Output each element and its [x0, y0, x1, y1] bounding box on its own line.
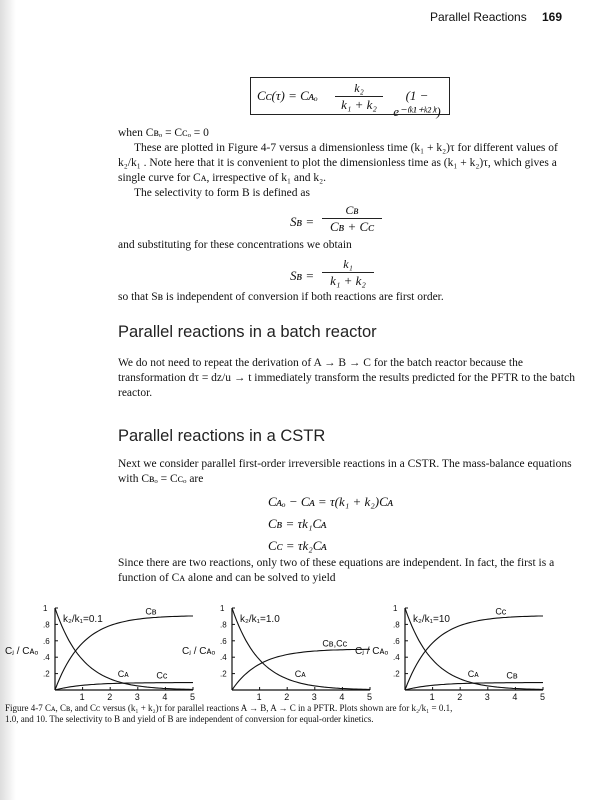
plot-ratio-10: [355, 604, 545, 700]
series-label: Cᴄ: [495, 606, 507, 617]
y-axis-label: Cⱼ / Cᴀₒ: [5, 646, 39, 657]
x-tick-label: 1: [429, 692, 435, 700]
series-label: Cᴀ: [294, 668, 306, 679]
selectivity-equation-lhs: Sʙ =: [290, 214, 315, 229]
y-axis-label: Cⱼ / Cᴀₒ: [355, 646, 389, 657]
paragraph-selectivity-independence: so that Sʙ is independent of conversion if both reactions are first order.: [118, 291, 444, 303]
figure-caption: [5, 703, 595, 725]
plot-title: k₂/k₁=10: [413, 614, 450, 625]
y-tick-label: .2: [220, 669, 227, 679]
boxed-equation: [250, 77, 450, 119]
x-tick-label: 2: [457, 692, 463, 700]
y-tick-label: .4: [220, 653, 227, 663]
paragraph-plot-description: These are plotted in Figure 4-7 versus a dimensionless time (k₁ + k₂)τ for different values of k₂/k₁ . Note here that it is convenient to plot the dimensionless time as (k₁ + k₂)τ, which gives a single curve for Cᴀ, irrespective of k₁ and k₂.: [118, 142, 558, 184]
y-tick-label: .6: [220, 636, 227, 646]
y-tick-label: .6: [43, 636, 50, 646]
boxed-equation-tail: (1 − e⁻⁽ᵏ¹⁺ᵏ²⁾ᵗ): [393, 88, 441, 119]
paragraph-batch-reactor: We do not need to repeat the derivation of A → B → C for the batch reactor because the transformation dτ = dz/u → t immediately transform the results predicted for the PFTR to the batch reactor.: [118, 357, 575, 399]
selectivity-numerator: Cʙ: [345, 203, 359, 217]
paragraph-initial-condition: when Cʙₒ = Cᴄₒ = 0: [118, 127, 209, 139]
y-tick-label: .2: [43, 669, 50, 679]
y-tick-label: .6: [393, 636, 400, 646]
paragraph-independence: Since there are two reactions, only two of these equations are independent. In fact, the first is a function of Cᴀ alone and can be solved to yield: [118, 557, 555, 584]
figure-4-7-plots: [0, 600, 613, 700]
plot-title: k₂/k₁=1.0: [240, 614, 280, 625]
y-tick-label: 1: [393, 604, 398, 613]
section-heading-cstr: Parallel reactions in a CSTR: [118, 427, 326, 445]
running-header-title: Parallel Reactions: [430, 10, 527, 24]
selectivity-result-denominator: k₁ + k₂: [322, 272, 374, 289]
x-tick-label: 5: [367, 692, 373, 700]
plot-title: k₂/k₁=0.1: [63, 614, 103, 625]
figure-caption-line-2: 1.0, and 10. The selectivity to B and yield of B are independent of conversion for equal-order kinetics.: [5, 714, 374, 724]
series-label: Cᴄ: [156, 670, 168, 681]
x-tick-label: 2: [284, 692, 290, 700]
x-tick-label: 4: [512, 692, 518, 700]
y-tick-label: .2: [393, 669, 400, 679]
y-tick-label: .8: [220, 620, 227, 630]
boxed-equation-numerator: k₂: [354, 81, 364, 95]
x-tick-label: 4: [162, 692, 168, 700]
paragraph-substitution: and substituting for these concentrations we obtain: [118, 239, 352, 251]
section-heading-batch-reactor: Parallel reactions in a batch reactor: [118, 323, 377, 341]
cstr-equation-b: Cʙ = τk₁Cᴀ: [268, 516, 327, 531]
x-tick-label: 1: [256, 692, 262, 700]
selectivity-result-fraction: [322, 256, 374, 289]
page-number: 169: [542, 10, 563, 24]
x-tick-label: 3: [484, 692, 490, 700]
cstr-equation-c: Cᴄ = τk₂Cᴀ: [268, 538, 327, 553]
series-label: Cʙ,Cᴄ: [322, 638, 348, 649]
selectivity-result-lhs: Sʙ =: [290, 268, 315, 283]
plot-ratio-0-1: [5, 604, 195, 700]
paragraph-cstr-mass-balance: Next we consider parallel first-order irreversible reactions in a CSTR. The mass-balance equations with Cʙₒ = Cᴄₒ are: [118, 458, 572, 485]
selectivity-denominator: Cʙ + Cᴄ: [322, 218, 382, 235]
x-tick-label: 3: [311, 692, 317, 700]
paragraph-selectivity-intro: The selectivity to form B is defined as: [134, 187, 310, 199]
y-axis-label: Cⱼ / Cᴀₒ: [182, 646, 216, 657]
x-tick-label: 3: [134, 692, 140, 700]
x-tick-label: 1: [79, 692, 85, 700]
x-tick-label: 2: [107, 692, 113, 700]
y-tick-label: .8: [393, 620, 400, 630]
series-label: Cʙ: [145, 606, 157, 617]
selectivity-equation-fraction: [322, 202, 382, 235]
y-tick-label: 1: [43, 604, 48, 613]
x-tick-label: 5: [190, 692, 196, 700]
figure-caption-line-1: Figure 4-7 Cᴀ, Cʙ, and Cᴄ versus (k₁ + k₂)τ for parallel reactions A → B, A → C in a PFTR. Plots shown are for k₂/k₁ = 0.1,: [5, 703, 453, 713]
y-tick-label: 1: [220, 604, 225, 613]
x-tick-label: 5: [540, 692, 546, 700]
y-tick-label: .4: [393, 653, 400, 663]
y-tick-label: .8: [43, 620, 50, 630]
series-label: Cᴀ: [467, 668, 479, 679]
boxed-equation-lhs: Cᴄ(τ) = Cᴀₒ: [257, 88, 318, 103]
y-tick-label: .4: [43, 653, 50, 663]
plot-ratio-1-0: [182, 604, 372, 700]
series-label: Cʙ: [506, 670, 518, 681]
series-label: Cᴀ: [117, 668, 129, 679]
x-tick-label: 4: [339, 692, 345, 700]
boxed-equation-denominator: k₁ + k₂: [335, 96, 383, 113]
cstr-equation-a: Cᴀₒ − Cᴀ = τ(k₁ + k₂)Cᴀ: [268, 494, 393, 509]
boxed-equation-fraction: [335, 80, 383, 113]
selectivity-result-numerator: k₁: [343, 257, 353, 271]
